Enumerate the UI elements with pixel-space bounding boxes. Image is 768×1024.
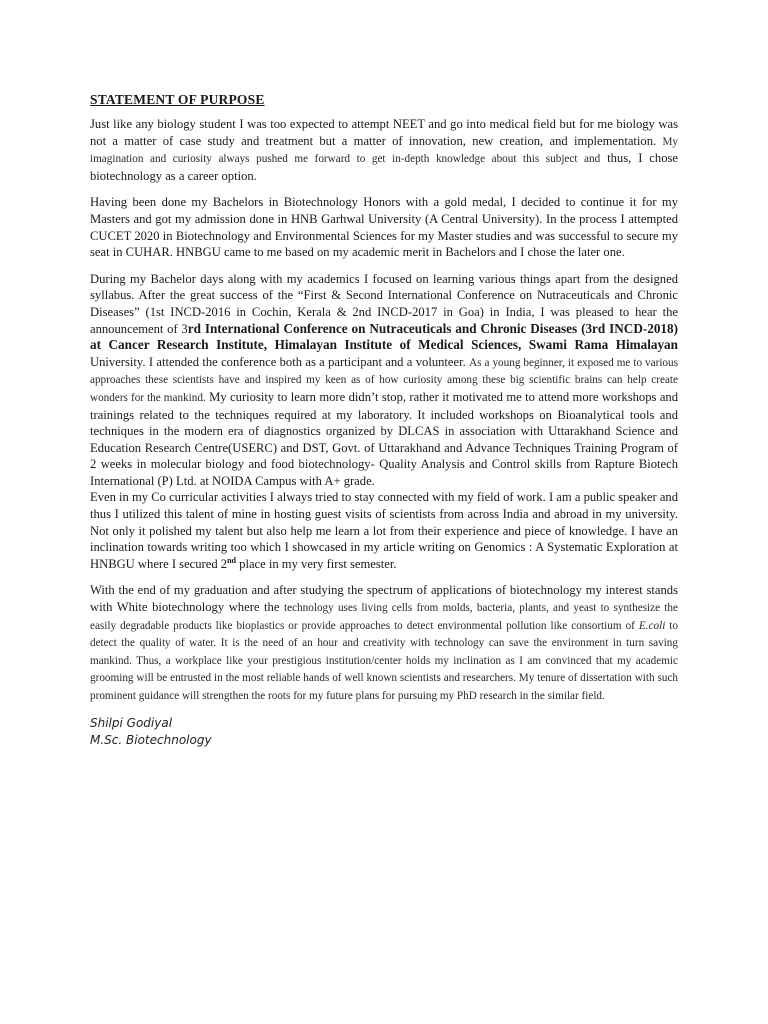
paragraph-conferences-bold: rd International Conference on Nutraceuticals and Chronic Diseases (3rd INCD-2018) at Cancer Research Institute, Himalayan Institute of Medical Sciences, Swami Rama Himalayan [90,320,679,353]
paragraph-interest-text: With the end of my graduation and after studying the spectrum of applications of biotechnology my interest stands with White biotechnology where the [90,583,678,615]
paragraph-conferences-text: During my Bachelor days along with my academics I focused on learning various things apart from the designed syllabus. After the great success of the “First & Second International Conference on Nutraceuticals and Chronic Diseases” (1st INCD-2016 in Cochin, Kerala & 2nd INCD-2017 in Goa) in India, I was pleased to hear the announcement of 3 [90,271,678,336]
paragraph-conferences-small-text: As a young beginner, it exposed me to various approaches these scientists have and inspired my keen as of how curiosity among these big scientific brains can help create wonders for the mankind. [90,356,678,404]
paragraph-interest-small-ending: to detect the quality of water. It is the need of an hour and creativity with technology can save the environment in turn saving mankind. Thus, a workplace like your prestigious institution/center holds my inclination as I am convinced that my academic grooming will be entrusted in the most reliable hands of well known scientists and researchers. My tenure of dissertation with such prominent guidance will strengthen the roots for my future plans for pursuing my PhD research in the similar field. [90,619,679,702]
paragraph-motivation-ending: thus, I chose biotechnology as a career option. [90,151,678,183]
paragraph-cocurricular-text: Even in my Co curricular activities I always tried to stay connected with my field of work. I am a public speaker and thus I utilized this talent of mine in hosting guest visits of scientists from across India and abroad in my university. Not only it polished my talent but also help me learn a lot from their experience and piece of knowledge. I have an inclination towards writing too which I showcased in my article writing on Genomics : A Systematic Exploration at HNBGU where I secured 2 [90,490,678,571]
paragraph-cocurricular-ending: place in my very first semester. [236,556,397,571]
paragraph-education: Having been done my Bachelors in Biotechnology Honors with a gold medal, I decided to continue it for my Masters and got my admission done in HNB Garhwal University (A Central University). In the process I attempted CUCET 2020 in Biotechnology and Environmental Sciences for my Master studies and was successful to secure my seat in CUHAR. HNBGU came to me based on my academic merit in Bachelors and I chose the later one. [90,195,678,260]
document-title: STATEMENT OF PURPOSE [90,92,265,107]
paragraph-interest-small-text: technology uses living cells from molds, bacteria, plants, and yeast to synthesize the easily degradable products like bioplastics or provide approaches to detect environmental pollution like consortium of [90,602,678,632]
ecoli-term: E.coli [638,619,666,632]
signature-block [90,715,678,749]
paragraph-conferences [90,271,678,490]
paragraph-motivation-text: Just like any biology student I was too expected to attempt NEET and go into medical field but for me biology was not a matter of case study and treatment but a matter of innovation, new creation, and implementation. [90,117,678,148]
paragraph-conferences-continued: University. I attended the conference both as a participant and a volunteer. [90,354,470,369]
paragraph-motivation [90,116,678,184]
signature-degree: M.Sc. Biotechnology [90,732,212,747]
paragraph-conferences-workshops: My curiosity to learn more didn’t stop, rather it motivated me to attend more workshops and trainings related to the techniques required at my laboratory. It included workshops on Bioanalytical tools and techniques in the modern era of diagnostics organized by DLCAS in association with Uttarakhand Science and Education Research Centre(USERC) and DST, Govt. of Uttarakhand and Advance Techniques Training Program of 2 weeks in molecular biology and food biotechnology- Quality Analysis and Control skills from Rapture Biotech International (P) Ltd. at NOIDA Campus with A+ grade. [90,389,678,488]
paragraph-motivation-small-text: My imagination and curiosity always pushed me forward to get in-depth knowledge about this subject and [90,135,678,166]
paragraph-cocurricular [90,489,678,572]
superscript-nd: nd [227,555,236,565]
paragraph-interest [90,582,678,704]
signature-name: Shilpi Godiyal [90,715,173,730]
